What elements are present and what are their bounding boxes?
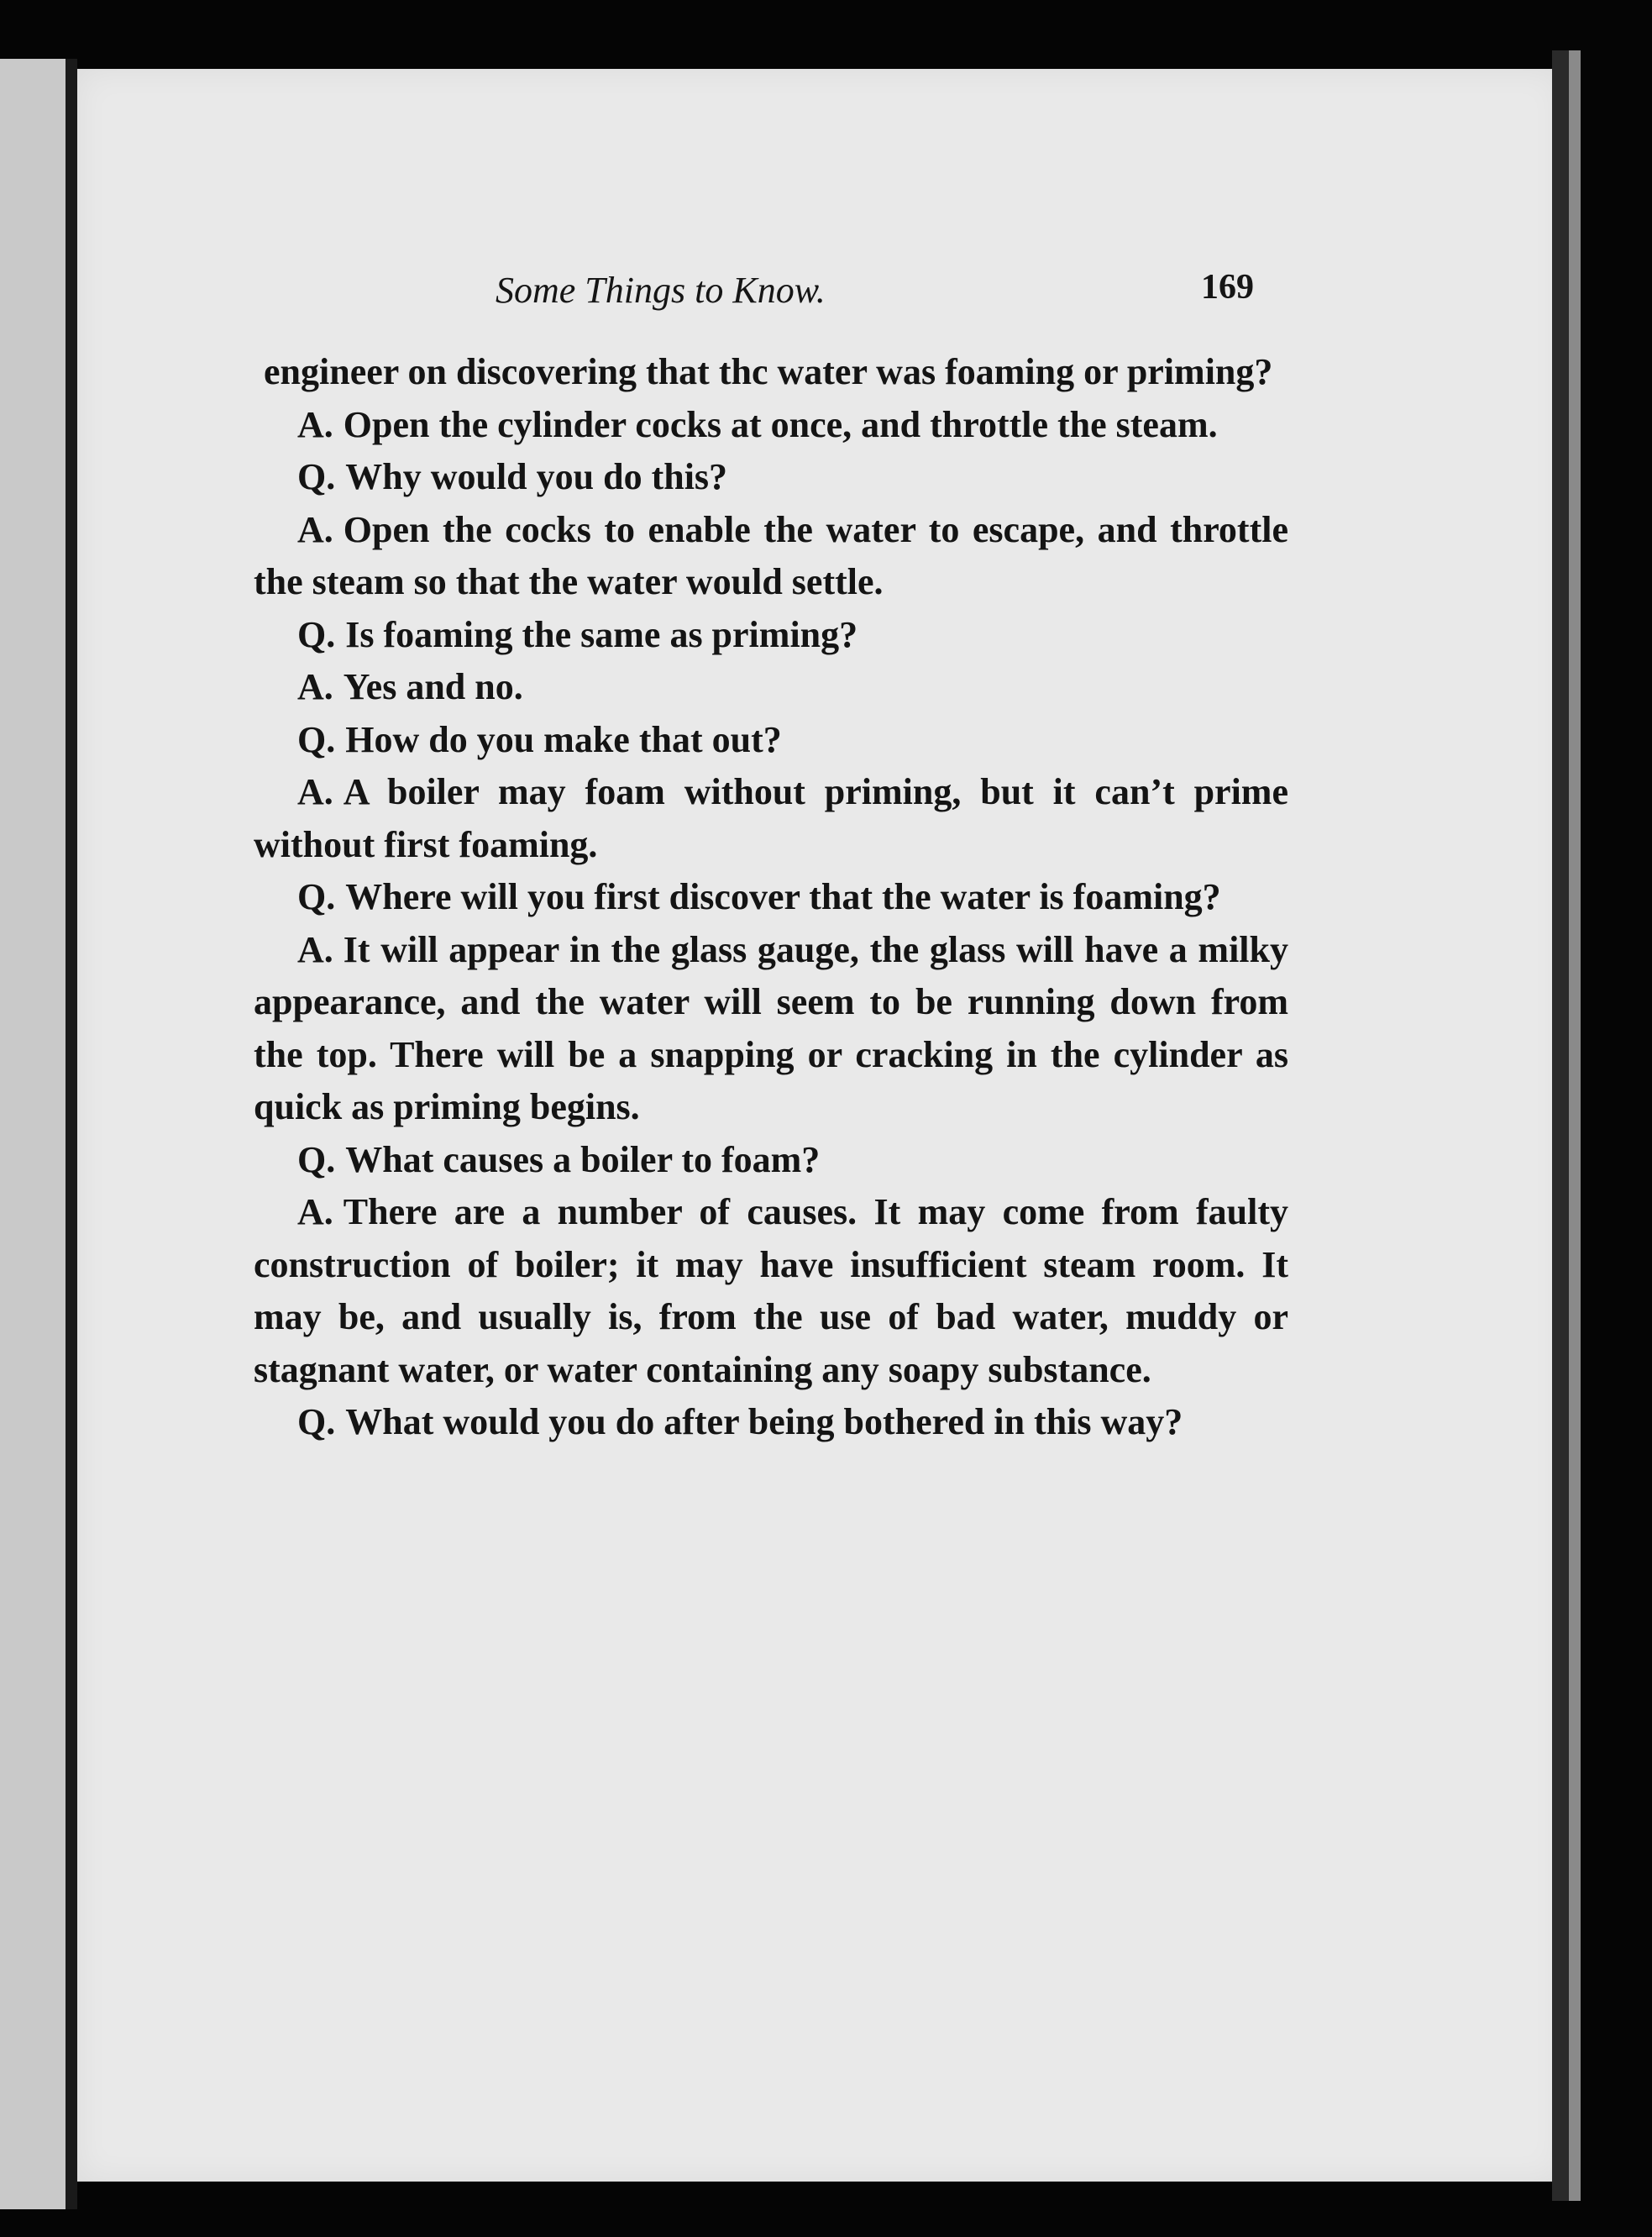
paragraph [254,661,1288,714]
speaker-label: Q. [297,876,336,917]
page-stack-edge [1569,50,1581,2201]
paragraph [254,504,1288,609]
speaker-label: A. [297,771,333,812]
paragraph-text: What causes a boiler to foam? [345,1138,821,1180]
paragraph [254,1186,1288,1396]
paragraph-text: How do you make that out? [345,718,782,760]
speaker-label: A. [297,666,333,707]
speaker-label: A. [297,403,333,445]
speaker-label: Q. [297,456,336,497]
paragraph-text: What would you do after being bothered in this way? [345,1401,1183,1442]
speaker-label: Q. [297,1401,336,1442]
paragraph-text: Yes and no. [343,666,523,707]
paragraph-text: Open the cylinder cocks at once, and throttle the steam. [343,403,1218,445]
book-gutter [66,59,77,2209]
paragraph-text: It will appear in the glass gauge, the glass will have a milky appearance, and the water will seem to be running down from the top. There will be a snapping or cracking in the cylinder as quick as priming begins. [254,928,1288,1127]
speaker-label: Q. [297,613,336,655]
paragraph-text: Where will you first discover that the water is foaming? [345,876,1221,917]
paragraph [254,346,1288,399]
paragraph [254,1134,1288,1187]
paragraph [254,399,1288,452]
paragraph-text: engineer on discovering that thc water was foaming or priming? [264,351,1273,392]
paragraph [254,609,1288,662]
speaker-label: Q. [297,718,336,760]
paragraph-text: Open the cocks to enable the water to escape, and throttle the steam so that the water would settle. [254,508,1288,602]
speaker-label: A. [297,1191,333,1232]
facing-page-edge [0,59,69,2209]
paragraph [254,714,1288,767]
speaker-label: A. [297,508,333,550]
paragraph [254,451,1288,504]
paragraph-text: Is foaming the same as priming? [345,613,858,655]
paragraph-text: Why would you do this? [345,456,728,497]
page-number: 169 [1201,268,1254,307]
page-right-edge [1552,50,1569,2201]
paragraph [254,871,1288,924]
running-head: Some Things to Know. [496,270,826,311]
paragraph-text: A boiler may foam without priming, but it can’t prime without first foaming. [254,771,1288,865]
paragraph [254,924,1288,1134]
paragraph [254,1396,1288,1449]
paragraph [254,766,1288,871]
speaker-label: A. [297,928,333,970]
paragraph-text: There are a number of causes. It may come from faulty construction of boiler; it may have insufficient steam room. It may be, and usually is, from the use of bad water, muddy or stagnant water, or water containing any soapy substance. [254,1191,1288,1390]
body-text [254,346,1288,1449]
speaker-label: Q. [297,1138,336,1180]
